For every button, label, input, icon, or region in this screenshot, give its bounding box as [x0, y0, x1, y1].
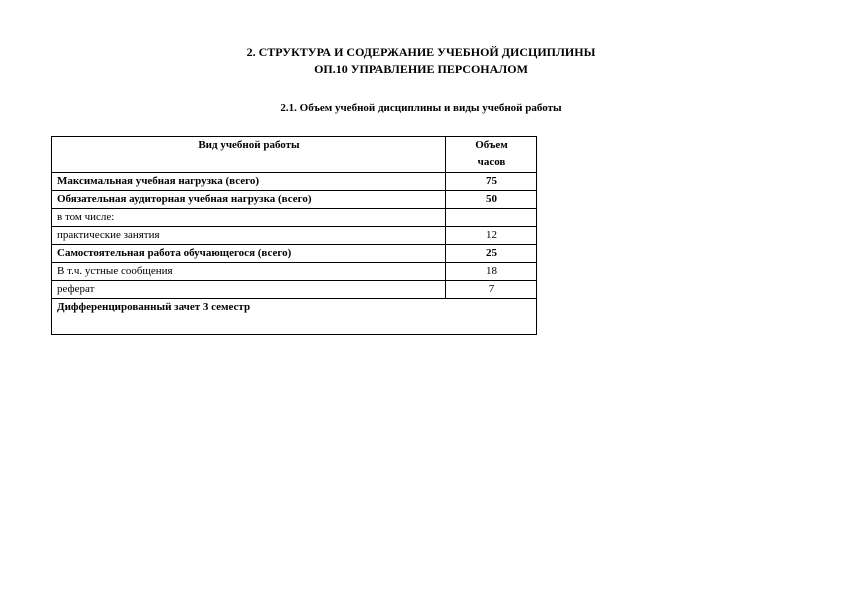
final-assessment: Дифференцированный зачет 3 семестр	[52, 299, 537, 335]
row-value: 12	[446, 227, 537, 245]
table-row	[52, 173, 537, 191]
row-label: практические занятия	[52, 227, 446, 245]
row-label: В т.ч. устные сообщения	[52, 263, 446, 281]
row-label: реферат	[52, 281, 446, 299]
table-row	[52, 191, 537, 209]
subsection-title: 2.1. Объем учебной дисциплины и виды учебной работы	[280, 102, 562, 114]
row-label: Обязательная аудиторная учебная нагрузка (всего)	[52, 191, 446, 209]
row-value: 18	[446, 263, 537, 281]
row-value: 25	[446, 245, 537, 263]
row-label: в том числе:	[52, 209, 446, 227]
table-header-row	[52, 137, 537, 173]
row-value: 50	[446, 191, 537, 209]
row-value: 75	[446, 173, 537, 191]
header-work-type: Вид учебной работы	[52, 137, 446, 173]
table-row	[52, 227, 537, 245]
row-value	[446, 209, 537, 227]
header-hours-line1: Объем	[475, 139, 508, 151]
table-row	[52, 263, 537, 281]
study-load-table	[51, 136, 537, 335]
row-label: Максимальная учебная нагрузка (всего)	[52, 173, 446, 191]
row-value: 7	[446, 281, 537, 299]
header-hours-line2: часов	[477, 156, 506, 168]
discipline-title: ОП.10 УПРАВЛЕНИЕ ПЕРСОНАЛОМ	[314, 62, 528, 76]
table-footer-row	[52, 299, 537, 335]
header-hours	[446, 137, 537, 173]
section-title: 2. СТРУКТУРА И СОДЕРЖАНИЕ УЧЕБНОЙ ДИСЦИПЛИНЫ	[246, 45, 596, 59]
table-row	[52, 281, 537, 299]
table-row	[52, 245, 537, 263]
table-row	[52, 209, 537, 227]
row-label: Самостоятельная работа обучающегося (всего)	[52, 245, 446, 263]
